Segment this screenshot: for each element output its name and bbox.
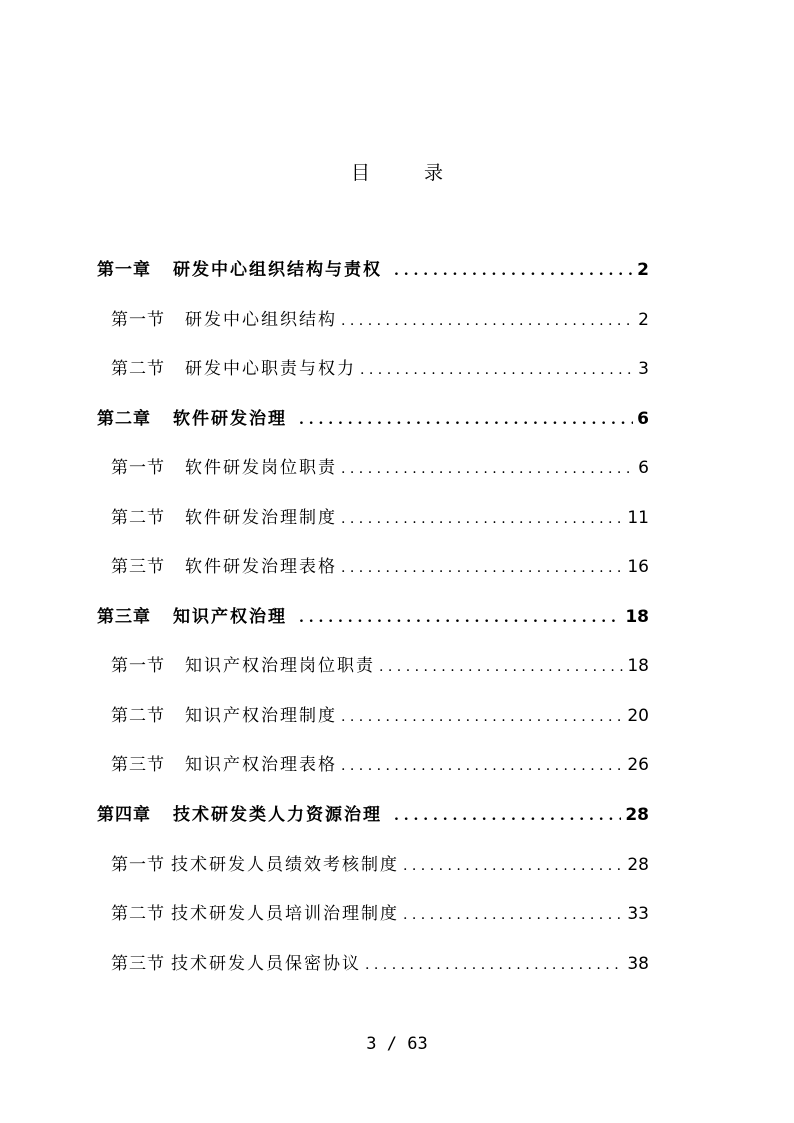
page-number: 3 / 63 <box>366 1034 428 1054</box>
toc-entry-page: 2 <box>638 309 649 330</box>
toc-dot-leader <box>394 254 633 288</box>
toc-entry-page: 28 <box>627 854 649 875</box>
toc-entry-page: 33 <box>627 904 649 925</box>
toc-section[interactable] <box>97 303 649 353</box>
toc-dot-leader <box>341 304 634 338</box>
toc-entry-number: 第二节 <box>111 507 165 528</box>
toc-section[interactable] <box>97 947 649 997</box>
table-of-contents <box>97 253 649 996</box>
toc-entry-page: 38 <box>627 953 649 974</box>
toc-entry-title: 研发中心组织结构与责权 <box>173 260 382 280</box>
toc-entry-number: 第四章 <box>97 805 151 826</box>
toc-entry-page: 2 <box>637 260 649 280</box>
toc-entry-number: 第一节 <box>111 458 165 479</box>
toc-entry-number: 第二节 <box>111 705 165 726</box>
toc-entry-title: 研发中心职责与权力 <box>185 359 356 380</box>
toc-entry-title: 研发中心组织结构 <box>185 309 337 330</box>
toc-entry-page: 6 <box>637 408 649 429</box>
toc-entry-number: 第一章 <box>97 260 151 280</box>
toc-entry-number: 第二节 <box>111 904 165 925</box>
toc-section[interactable] <box>97 848 649 898</box>
toc-entry-title: 技术研发人员培训治理制度 <box>171 904 399 925</box>
toc-entry-page: 20 <box>627 705 649 726</box>
toc-entry-title: 软件研发治理表格 <box>185 557 337 578</box>
toc-section[interactable] <box>97 897 649 947</box>
toc-dot-leader <box>341 749 623 783</box>
toc-dot-leader <box>341 551 623 585</box>
toc-entry-title: 软件研发治理 <box>173 408 287 429</box>
toc-chapter[interactable] <box>97 600 649 650</box>
toc-dot-leader <box>341 700 623 734</box>
toc-entry-number: 第一节 <box>111 309 165 330</box>
toc-entry-page: 11 <box>627 507 649 528</box>
toc-dot-leader <box>379 650 623 684</box>
toc-section[interactable] <box>97 451 649 501</box>
toc-entry-page: 16 <box>627 557 649 578</box>
toc-entry-number: 第一节 <box>111 854 165 875</box>
toc-entry-page: 6 <box>638 458 649 479</box>
toc-entry-page: 18 <box>625 606 649 627</box>
toc-section[interactable] <box>97 550 649 600</box>
toc-entry-page: 28 <box>625 805 649 826</box>
toc-section[interactable] <box>97 649 649 699</box>
toc-dot-leader <box>394 799 621 833</box>
toc-entry-title: 知识产权治理岗位职责 <box>185 656 375 677</box>
toc-dot-leader <box>365 948 623 982</box>
toc-entry-title: 知识产权治理制度 <box>185 705 337 726</box>
toc-dot-leader <box>403 898 623 932</box>
toc-chapter[interactable] <box>97 402 649 452</box>
toc-entry-number: 第三节 <box>111 557 165 578</box>
toc-entry-title: 技术研发人员绩效考核制度 <box>171 854 399 875</box>
toc-dot-leader <box>341 452 634 486</box>
toc-section[interactable] <box>97 748 649 798</box>
toc-entry-page: 18 <box>627 656 649 677</box>
toc-entry-number: 第三章 <box>97 606 151 627</box>
toc-section[interactable] <box>97 352 649 402</box>
toc-entry-title: 知识产权治理表格 <box>185 755 337 776</box>
toc-entry-number: 第一节 <box>111 656 165 677</box>
toc-section[interactable] <box>97 699 649 749</box>
toc-entry-number: 第三节 <box>111 953 165 974</box>
toc-entry-title: 知识产权治理 <box>173 606 287 627</box>
toc-entry-number: 第三节 <box>111 755 165 776</box>
toc-dot-leader <box>403 849 623 883</box>
toc-entry-page: 26 <box>627 755 649 776</box>
toc-entry-number: 第二节 <box>111 359 165 380</box>
toc-entry-page: 3 <box>638 359 649 380</box>
toc-chapter[interactable] <box>97 798 649 848</box>
toc-section[interactable] <box>97 501 649 551</box>
toc-dot-leader <box>341 502 623 536</box>
toc-dot-leader <box>299 403 633 437</box>
toc-entry-number: 第二章 <box>97 408 151 429</box>
page-title: 目 录 <box>350 162 468 184</box>
toc-chapter[interactable] <box>97 253 649 303</box>
toc-dot-leader <box>360 353 634 387</box>
toc-dot-leader <box>299 601 621 635</box>
toc-entry-title: 软件研发治理制度 <box>185 507 337 528</box>
toc-entry-title: 软件研发岗位职责 <box>185 458 337 479</box>
toc-entry-title: 技术研发人员保密协议 <box>171 953 361 974</box>
toc-entry-title: 技术研发类人力资源治理 <box>173 805 382 826</box>
